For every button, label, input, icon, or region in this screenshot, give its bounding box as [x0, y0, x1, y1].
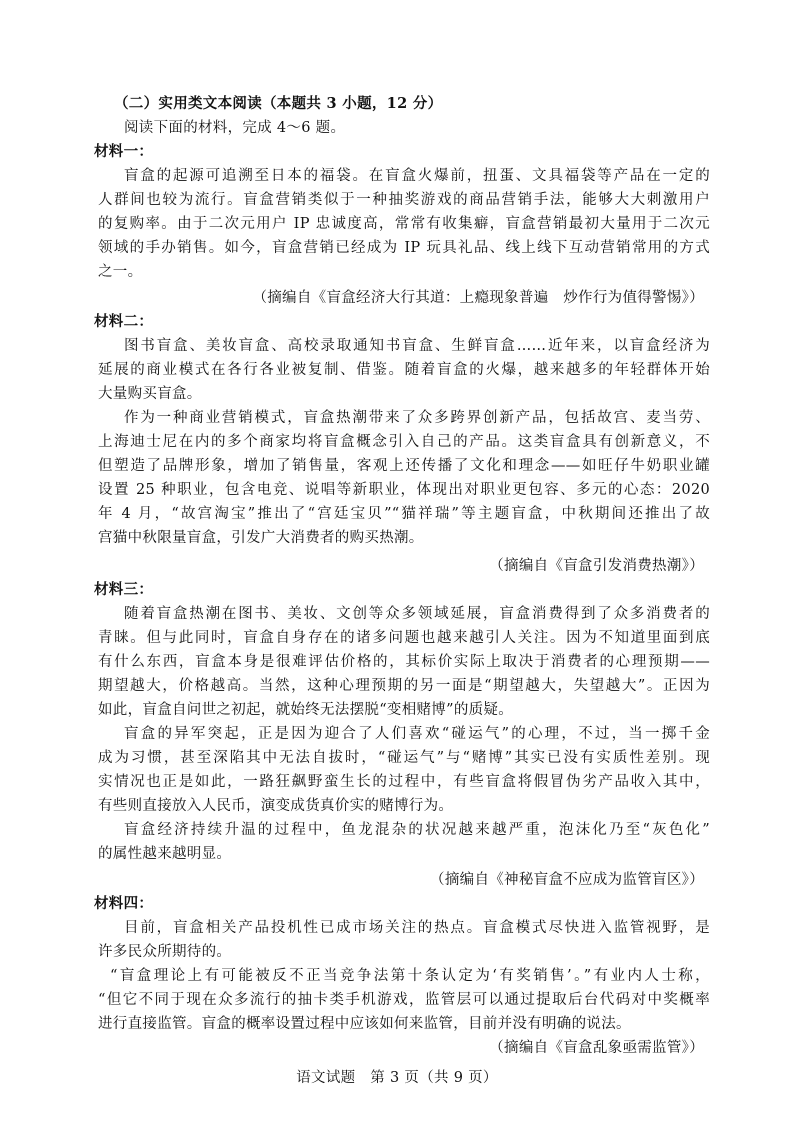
material-3-line: 随着盲盒热潮在图书、美妆、文创等众多领域延展，盲盒消费得到了众多消费者的 [124, 606, 710, 622]
material-2-line: 延展的商业模式在各行各业被复制、借鉴。随着盲盒的火爆，越来越多的年轻群体开始 [98, 362, 710, 378]
material-2-line: 但塑造了品牌形象，增加了销售量，客观上还传播了文化和理念——如旺仔牛奶职业罐 [98, 458, 710, 474]
material-1-line: 盲盒的起源可追溯至日本的福袋。在盲盒火爆前，扭蛋、文具福袋等产品在一定的 [124, 168, 710, 184]
material-2-line: 设置 25 种职业，包含电竞、说唱等新职业，体现出对职业更包容、多元的心态：2020 [98, 482, 710, 498]
material-1-line: 领域的手办销售。如今，盲盒营销已经成为 IP 玩具礼品、线上线下互动营销常用的方式 [98, 240, 710, 256]
material-3-line: 有什么东西，盲盒本身是很难评估价格的，其标价实际上取决于消费者的心理预期—— [98, 654, 710, 670]
material-4-line: “盲盒理论上有可能被反不正当竞争法第十条认定为‘有奖销售’。”有业内人士称， [110, 968, 710, 984]
material-3-label: 材料三： [94, 581, 154, 598]
material-2-line: 年 4 月，“故宫淘宝”推出了“宫廷宝贝”“猫祥瑞”等主题盲盒，中秋期间还推出了故 [98, 506, 710, 522]
material-3-line: 有些则直接放入人民币，演变成货真价实的赌博行为。 [98, 798, 454, 814]
material-3-line: 青睐。但与此同时，盲盒自身存在的诸多问题也越来越引人关注。因为不知道里面到底 [98, 630, 710, 646]
section-title: （二）实用类文本阅读（本题共 3 小题，12 分） [114, 95, 443, 112]
material-2-line: 图书盲盒、美妆盲盒、高校录取通知书盲盒、生鲜盲盒……近年来，以盲盒经济为 [124, 338, 710, 354]
material-3-line: 成为习惯，甚至深陷其中无法自拔时，“碰运气”与“赌博”其实已没有实质性差别。现 [98, 750, 710, 766]
material-3-line: 盲盒经济持续升温的过程中，鱼龙混杂的状况越来越严重，泡沫化乃至“灰色化” [124, 822, 710, 838]
page-footer: 语文试题 第 3 页（共 9 页） [296, 1070, 498, 1086]
material-1-line: 人群间也较为流行。盲盒营销类似于一种抽奖游戏的商品营销手法，能够大大刺激用户 [98, 192, 710, 208]
material-3-line: 实情况也正是如此，一路狂飙野蛮生长的过程中，有些盲盒将假冒伪劣产品收入其中， [98, 774, 710, 790]
material-2-label: 材料二： [94, 313, 154, 330]
material-1-source: （摘编自《盲盒经济大行其道：上瘾现象普遍 炒作行为值得警惕》） [252, 290, 704, 306]
material-4-line: 目前，盲盒相关产品投机性已成市场关注的热点。盲盒模式尽快进入监管视野，是 [124, 920, 710, 936]
material-2-line: 宫猫中秋限量盲盒，引发广大消费者的购买热潮。 [98, 530, 424, 546]
material-4-line: “但它不同于现在众多流行的抽卡类手机游戏，监管层可以通过提取后台代码对中奖概率 [98, 992, 710, 1008]
material-4-label: 材料四： [94, 895, 154, 912]
material-2-line: 大量购买盲盒。 [98, 386, 202, 402]
material-2-source: （摘编自《盲盒引发消费热潮》） [489, 558, 704, 574]
material-3-source: （摘编自《神秘盲盒不应成为监管盲区》） [430, 872, 704, 888]
material-4-line: 许多民众所期待的。 [98, 944, 232, 960]
material-4-line: 进行直接监管。盲盒的概率设置过程中应该如何来监管，目前并没有明确的说法。 [98, 1016, 631, 1032]
material-3-line: 期望越大，价格越高。当然，这种心理预期的另一面是“期望越大，失望越大”。正因为 [98, 678, 710, 694]
material-1-label: 材料一： [94, 143, 154, 160]
material-3-line: 如此，盲盒自问世之初起，就始终无法摆脱“变相赌博”的质疑。 [98, 702, 514, 718]
instruction: 阅读下面的材料，完成 4～6 题。 [124, 120, 346, 136]
material-3-line: 的属性越来越明显。 [98, 846, 232, 862]
material-3-line: 盲盒的异军突起，正是因为迎合了人们喜欢“碰运气”的心理，不过，当一掷千金 [124, 726, 710, 742]
material-1-line: 的复购率。由于二次元用户 IP 忠诚度高，常常有收集癖，盲盒营销最初大量用于二次元 [98, 216, 710, 232]
material-1-line: 之一。 [98, 264, 143, 280]
material-2-line: 作为一种商业营销模式，盲盒热潮带来了众多跨界创新产品，包括故宫、麦当劳、 [124, 410, 710, 426]
material-4-source: （摘编自《盲盒乱象亟需监管》） [489, 1040, 704, 1056]
material-2-line: 上海迪士尼在内的多个商家均将盲盒概念引入自己的产品。这类盲盒具有创新意义，不 [98, 434, 710, 450]
